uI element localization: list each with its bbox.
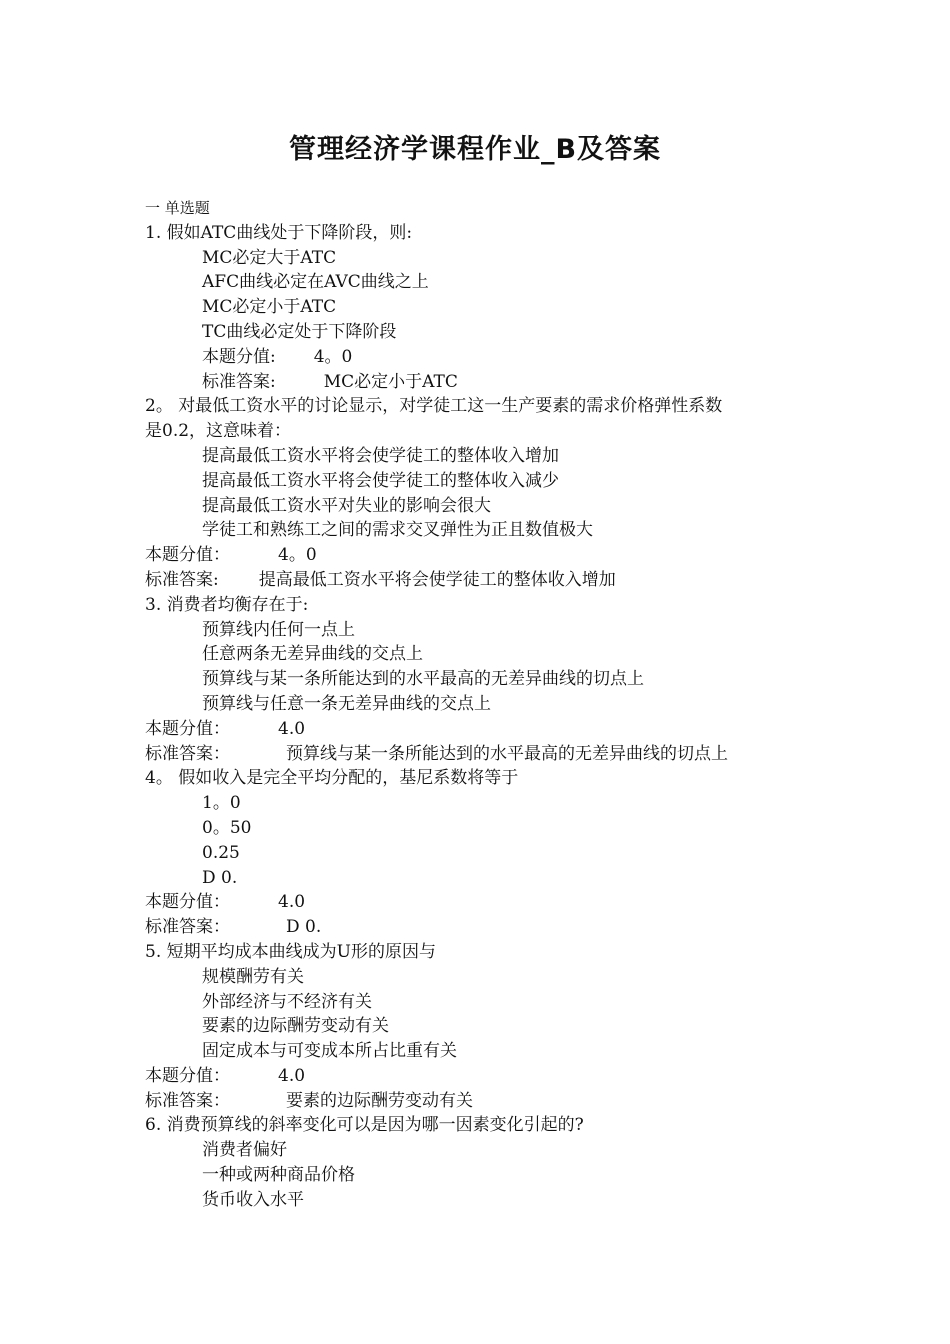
question-5-option-c: 要素的边际酬劳变动有关 — [202, 1016, 389, 1037]
question-6-option-c: 货币收入水平 — [202, 1189, 304, 1210]
question-6-stem: 6. 消费预算线的斜率变化可以是因为哪一因素变化引起的? — [145, 1115, 584, 1136]
question-4-option-d: D 0. — [202, 867, 238, 888]
score-label: 本题分值： — [145, 892, 230, 913]
question-5-score-row — [145, 1064, 810, 1089]
question-1-score-row — [145, 345, 810, 370]
question-3-option-b: 任意两条无差异曲线的交点上 — [202, 644, 423, 665]
question-2-score-row — [145, 543, 810, 568]
answer-value: MC必定小于ATC — [323, 371, 458, 392]
question-2-option-a: 提高最低工资水平将会使学徒工的整体收入增加 — [202, 445, 559, 466]
question-4-answer-row — [145, 915, 810, 940]
score-label: 本题分值： — [145, 545, 230, 566]
question-2-option-b: 提高最低工资水平将会使学徒工的整体收入减少 — [202, 470, 559, 491]
answer-label: 标准答案： — [145, 743, 230, 764]
question-4-option-a: 1。0 — [202, 793, 241, 814]
answer-label: 标准答案： — [145, 1090, 230, 1111]
question-3-stem: 3. 消费者均衡存在于: — [145, 594, 309, 615]
question-1-answer-row — [145, 370, 810, 395]
question-2-option-d: 学徒工和熟练工之间的需求交叉弹性为正且数值极大 — [202, 520, 593, 541]
document-body — [145, 196, 810, 1213]
question-4-score-row — [145, 890, 810, 915]
score-value: 4.0 — [278, 1065, 306, 1086]
score-value: 4.0 — [278, 892, 306, 913]
question-1-option-b: AFC曲线必定在AVC曲线之上 — [202, 272, 429, 293]
question-5-option-d: 固定成本与可变成本所占比重有关 — [202, 1041, 457, 1062]
question-2-stem-line2: 是0.2，这意味着： — [145, 421, 292, 442]
score-value: 4。0 — [313, 346, 353, 367]
score-label: 本题分值： — [145, 718, 230, 739]
answer-value: 要素的边际酬劳变动有关 — [286, 1090, 473, 1111]
answer-label: 标准答案: — [202, 371, 276, 392]
question-6-option-a: 消费者偏好 — [202, 1140, 287, 1161]
question-6-option-b: 一种或两种商品价格 — [202, 1165, 355, 1186]
document-title: 管理经济学课程作业_B及答案 — [288, 134, 662, 165]
question-3-option-d: 预算线与任意一条无差异曲线的交点上 — [202, 693, 491, 714]
section-heading: 一 单选题 — [145, 199, 210, 217]
answer-label: 标准答案: — [145, 569, 219, 590]
question-5-option-a: 规模酬劳有关 — [202, 966, 304, 987]
answer-label: 标准答案： — [145, 917, 230, 938]
question-4-option-b: 0。50 — [202, 817, 252, 838]
question-4-stem: 4。 假如收入是完全平均分配的，基尼系数将等于 — [145, 768, 519, 789]
score-label: 本题分值: — [202, 346, 276, 367]
question-3-answer-row — [145, 742, 810, 767]
answer-value: 提高最低工资水平将会使学徒工的整体收入增加 — [258, 569, 616, 590]
question-5-option-b: 外部经济与不经济有关 — [202, 991, 372, 1012]
question-3-option-a: 预算线内任何一点上 — [202, 619, 355, 640]
question-5-stem: 5. 短期平均成本曲线成为U形的原因与 — [145, 941, 436, 962]
answer-value: 预算线与某一条所能达到的水平最高的无差异曲线的切点上 — [286, 743, 728, 764]
question-4-option-c: 0.25 — [202, 842, 240, 863]
question-2-answer-row — [145, 568, 810, 593]
question-1-stem: 1. 假如ATC曲线处于下降阶段，则: — [145, 222, 413, 243]
score-label: 本题分值： — [145, 1065, 230, 1086]
answer-value: D 0. — [286, 917, 322, 938]
question-1-option-d: TC曲线必定处于下降阶段 — [202, 321, 397, 342]
question-2-option-c: 提高最低工资水平对失业的影响会很大 — [202, 495, 491, 516]
question-3-score-row — [145, 717, 810, 742]
question-2-stem-line1: 2。 对最低工资水平的讨论显示，对学徒工这一生产要素的需求价格弹性系数 — [145, 396, 723, 417]
question-3-option-c: 预算线与某一条所能达到的水平最高的无差异曲线的切点上 — [202, 669, 644, 690]
question-5-answer-row — [145, 1089, 810, 1114]
question-1-option-c: MC必定小于ATC — [202, 297, 337, 318]
question-1-option-a: MC必定大于ATC — [202, 247, 337, 268]
score-value: 4。0 — [278, 545, 317, 566]
score-value: 4.0 — [278, 718, 306, 739]
